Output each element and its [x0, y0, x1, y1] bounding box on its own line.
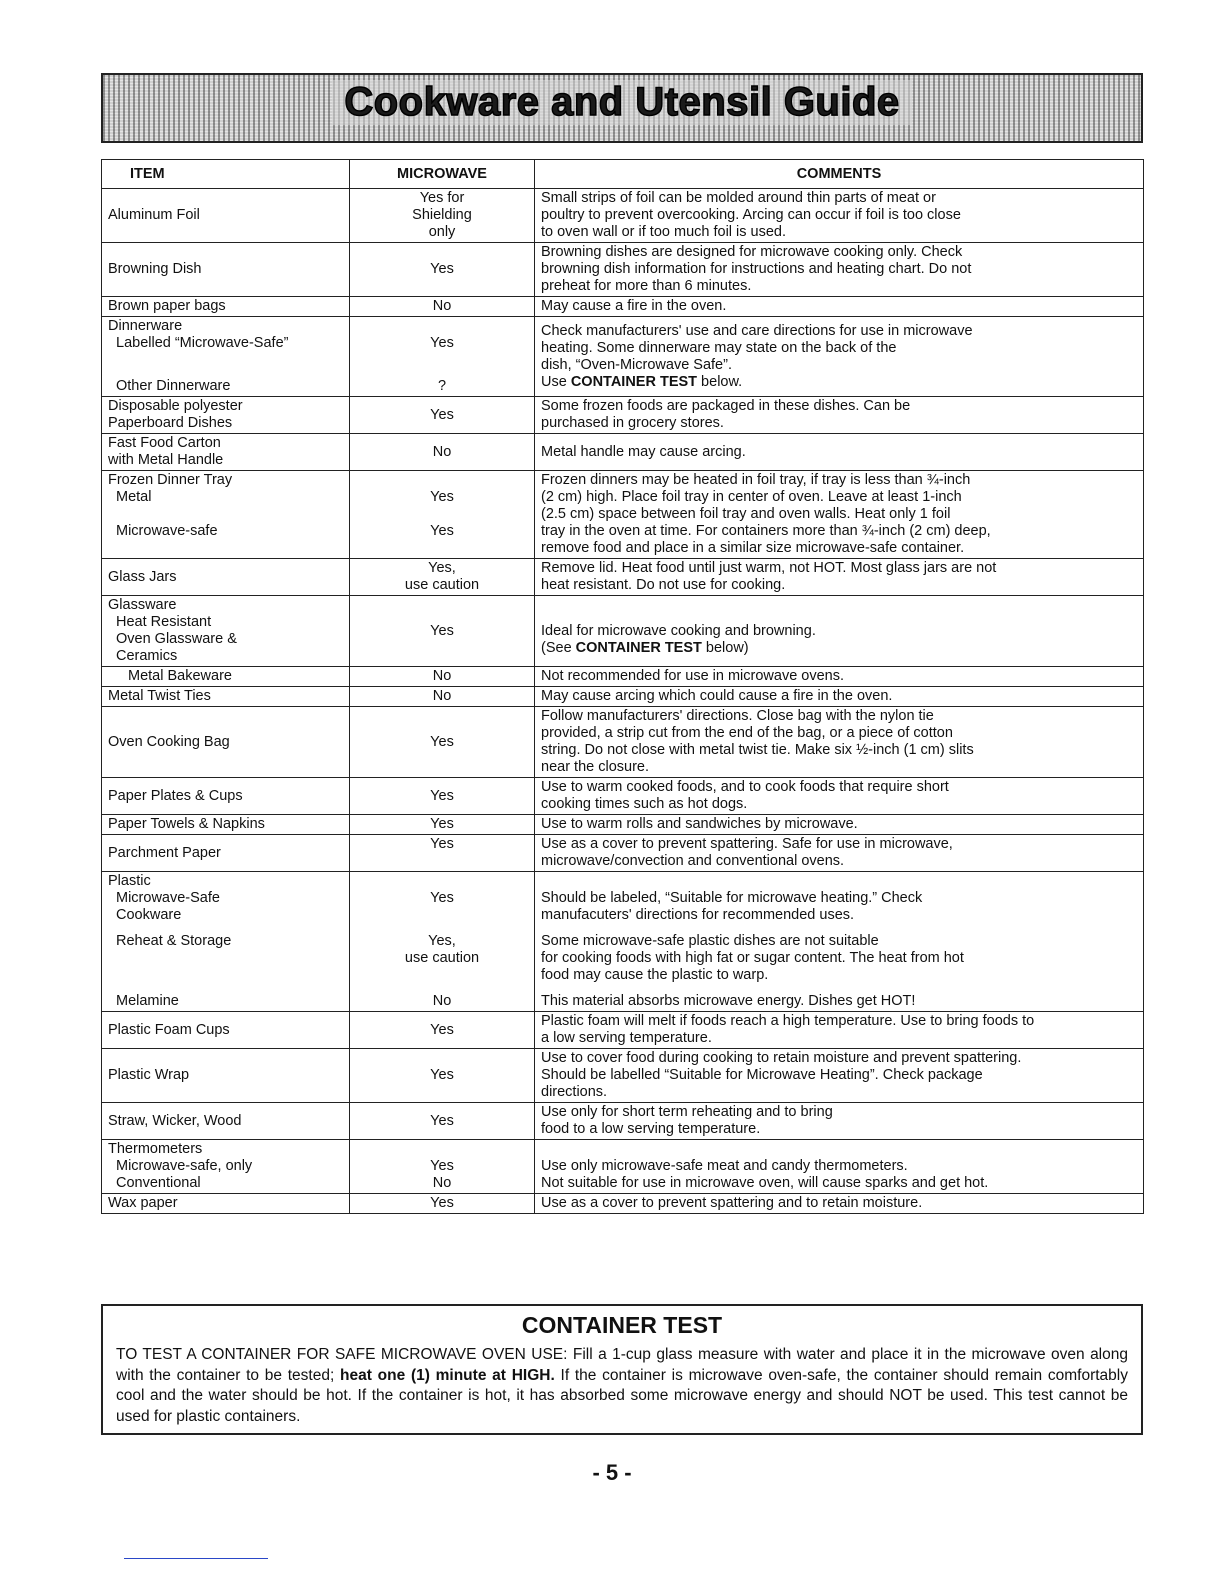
table-row [102, 835, 1144, 872]
table-row [102, 189, 1144, 243]
microwave-cell: Yes [350, 707, 535, 778]
item-cell: Glassware Heat Resistant Oven Glassware & Ceramics [102, 596, 350, 667]
table-header-row [102, 160, 1144, 189]
item-cell: Thermometers Microwave-safe, only Conventional [102, 1140, 350, 1194]
microwave-cell: No [350, 687, 535, 707]
table-row [102, 1194, 1144, 1214]
page-title: Cookware and Utensil Guide [332, 80, 911, 125]
microwave-cell: No [350, 297, 535, 317]
comments-cell: Browning dishes are designed for microwave cooking only. Check browning dish information for instructions and heating chart. Do not preheat for more than 6 minutes. [535, 243, 1144, 297]
comments-cell: Not recommended for use in microwave ovens. [535, 667, 1144, 687]
table-row [102, 1103, 1144, 1140]
table-row [102, 297, 1144, 317]
table-row [102, 1049, 1144, 1103]
table-row [102, 667, 1144, 687]
comments-cell: Check manufacturers' use and care directions for use in microwave heating. Some dinnerware may state on the back of the dish, “Oven-Microwave Safe”. Use CONTAINER TEST below. [535, 317, 1144, 397]
microwave-cell: Yes [350, 815, 535, 835]
item-cell: Plastic Wrap [102, 1049, 350, 1103]
comments-cell: Plastic foam will melt if foods reach a high temperature. Use to bring foods to a low serving temperature. [535, 1012, 1144, 1049]
table-row [102, 1140, 1144, 1194]
microwave-cell: Yes [350, 1012, 535, 1049]
microwave-cell: Yes [350, 1103, 535, 1140]
table-row [102, 559, 1144, 596]
microwave-cell: Yes No [350, 1140, 535, 1194]
item-cell: Oven Cooking Bag [102, 707, 350, 778]
item-cell: Glass Jars [102, 559, 350, 596]
comments-cell: Use only microwave-safe meat and candy thermometers. Not suitable for use in microwave oven, will cause sparks and get hot. [535, 1140, 1144, 1194]
microwave-cell: Yes [350, 1049, 535, 1103]
microwave-cell: Yes Yes [350, 471, 535, 559]
microwave-cell: Yes for Shielding only [350, 189, 535, 243]
microwave-cell: No [350, 667, 535, 687]
comments-cell: Use to warm rolls and sandwiches by microwave. [535, 815, 1144, 835]
table-row [102, 434, 1144, 471]
table-row [102, 317, 1144, 397]
table-row [102, 1012, 1144, 1049]
microwave-cell: Yes [350, 243, 535, 297]
microwave-cell: Yes [350, 778, 535, 815]
microwave-cell: Yes ? [350, 317, 535, 397]
item-cell: Parchment Paper [102, 835, 350, 872]
item-cell: Wax paper [102, 1194, 350, 1214]
table-row [102, 687, 1144, 707]
comments-cell: Use as a cover to prevent spattering and to retain moisture. [535, 1194, 1144, 1214]
item-cell: Aluminum Foil [102, 189, 350, 243]
table-row [102, 778, 1144, 815]
item-cell: Straw, Wicker, Wood [102, 1103, 350, 1140]
microwave-cell: No [350, 434, 535, 471]
table-row [102, 471, 1144, 559]
table-row [102, 815, 1144, 835]
comments-cell: Follow manufacturers' directions. Close bag with the nylon tie provided, a strip cut from the end of the bag, or a piece of cotton string. Do not close with metal twist tie. Make six ½-inch (1 cm) slits near the closure. [535, 707, 1144, 778]
container-test-body: TO TEST A CONTAINER FOR SAFE MICROWAVE OVEN USE: Fill a 1-cup glass measure with water and place it in the microwave oven along with the container to be tested; heat one (1) minute at HIGH. If the container is microwave oven-safe, the container should remain comfortably cool and the water should be hot. If the container is hot, it has absorbed some microwave energy and should NOT be used. This test cannot be used for plastic containers. [116, 1346, 1128, 1425]
item-cell: Fast Food Carton with Metal Handle [102, 434, 350, 471]
cookware-guide-table [101, 159, 1144, 1214]
comments-cell: May cause a fire in the oven. [535, 297, 1144, 317]
item-cell: Browning Dish [102, 243, 350, 297]
comments-cell: Ideal for microwave cooking and browning. (See CONTAINER TEST below) [535, 596, 1144, 667]
column-header-comments: COMMENTS [535, 160, 1144, 189]
item-cell: Metal Twist Ties [102, 687, 350, 707]
column-header-microwave: MICROWAVE [350, 160, 535, 189]
comments-cell: Some frozen foods are packaged in these dishes. Can be purchased in grocery stores. [535, 397, 1144, 434]
comments-cell: Use as a cover to prevent spattering. Safe for use in microwave, microwave/convection and conventional ovens. [535, 835, 1144, 872]
item-cell: Dinnerware Labelled “Microwave-Safe” Other Dinnerware [102, 317, 350, 397]
comments-cell: Metal handle may cause arcing. [535, 434, 1144, 471]
item-cell: Plastic Foam Cups [102, 1012, 350, 1049]
comments-cell: Use to cover food during cooking to retain moisture and prevent spattering. Should be labelled “Suitable for Microwave Heating”. Check package directions. [535, 1049, 1144, 1103]
comments-cell: May cause arcing which could cause a fire in the oven. [535, 687, 1144, 707]
comments-cell: Use only for short term reheating and to bring food to a low serving temperature. [535, 1103, 1144, 1140]
item-cell: Plastic Microwave-Safe Cookware Reheat & Storage Melamine [102, 872, 350, 1012]
microwave-cell: Yes [350, 1194, 535, 1214]
table-row [102, 596, 1144, 667]
microwave-cell: Yes [350, 835, 535, 872]
comments-cell: Frozen dinners may be heated in foil tray, if tray is less than ¾-inch (2 cm) high. Place foil tray in center of oven. Leave at least 1-inch (2.5 cm) space between foil tray and oven walls. Heat only 1 foil tray in the oven at time. For containers more than ¾-inch (2 cm) deep, remove food and place in a similar size microwave-safe container. [535, 471, 1144, 559]
container-test-title: CONTAINER TEST [521, 1312, 723, 1338]
microwave-cell: Yes Yes, use caution No [350, 872, 535, 1012]
microwave-cell: Yes [350, 397, 535, 434]
microwave-cell: Yes [350, 596, 535, 667]
container-test-box [101, 1304, 1143, 1435]
table-row [102, 243, 1144, 297]
table-row [102, 707, 1144, 778]
item-cell: Disposable polyester Paperboard Dishes [102, 397, 350, 434]
comments-cell: Small strips of foil can be molded around thin parts of meat or poultry to prevent overcooking. Arcing can occur if foil is too close to oven wall or if too much foil is used. [535, 189, 1144, 243]
page-banner [101, 73, 1143, 143]
item-cell: Paper Towels & Napkins [102, 815, 350, 835]
item-cell: Metal Bakeware [102, 667, 350, 687]
comments-cell: Should be labeled, “Suitable for microwave heating.” Check manufacuters' directions for recommended uses. Some microwave-safe plastic dishes are not suitable for cooking foods with high fat or sugar content. The heat from hot food may cause the plastic to warp. This material absorbs microwave energy. Dishes get HOT! [535, 872, 1144, 1012]
item-cell: Frozen Dinner Tray Metal Microwave-safe [102, 471, 350, 559]
footer-rule [124, 1558, 268, 1559]
item-cell: Brown paper bags [102, 297, 350, 317]
microwave-cell: Yes, use caution [350, 559, 535, 596]
comments-cell: Use to warm cooked foods, and to cook foods that require short cooking times such as hot dogs. [535, 778, 1144, 815]
page-number: - 5 - [592, 1460, 632, 1485]
table-row [102, 397, 1144, 434]
column-header-item: ITEM [102, 160, 350, 189]
item-cell: Paper Plates & Cups [102, 778, 350, 815]
comments-cell: Remove lid. Heat food until just warm, not HOT. Most glass jars are not heat resistant. Do not use for cooking. [535, 559, 1144, 596]
table-row [102, 872, 1144, 1012]
